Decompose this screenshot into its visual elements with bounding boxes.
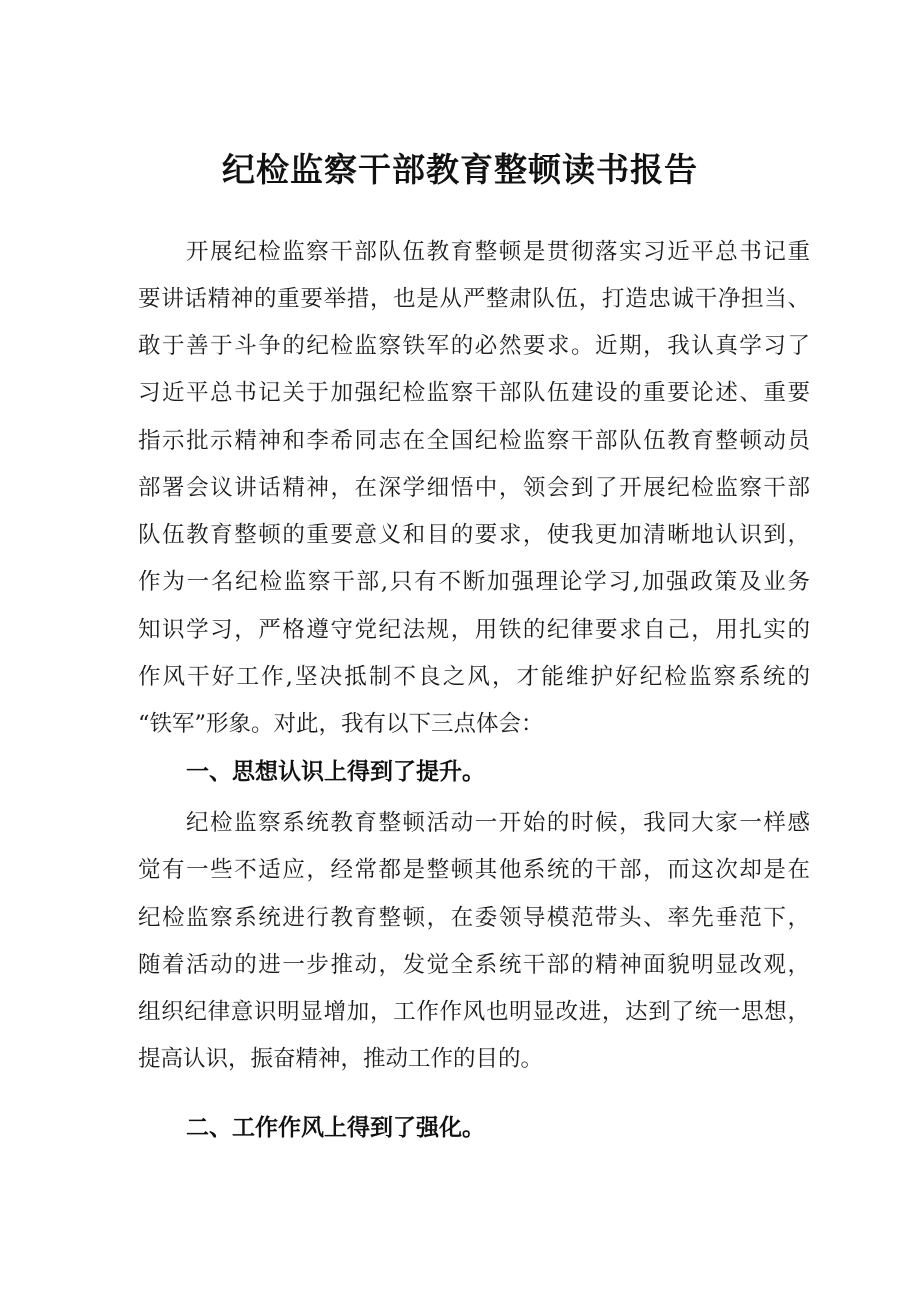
paragraph-2-line: 觉有一些不适应，经常都是整顿其他系统的干部，而这次却是在: [138, 857, 810, 883]
paragraph-1-line: 指示批示精神和李希同志在全国纪检监察干部队伍教育整顿动员: [138, 428, 810, 454]
paragraph-2-line: 提高认识，振奋精神，推动工作的目的。: [138, 1046, 544, 1072]
paragraph-1-line: 队伍教育整顿的重要意义和目的要求，使我更加清晰地认识到，: [138, 522, 810, 548]
paragraph-1-line: 敢于善于斗争的纪检监察铁军的必然要求。近期，我认真学习了: [138, 333, 810, 359]
paragraph-1-line: 作风干好工作,坚决抵制不良之风，才能维护好纪检监察系统的: [138, 664, 810, 690]
paragraph-2-line: 随着活动的进一步推动，发觉全系统干部的精神面貌明显改观，: [138, 952, 810, 978]
paragraph-2-line: 纪检监察系统进行教育整顿，在委领导模范带头、率先垂范下，: [138, 905, 810, 931]
paragraph-1-line: “铁军”形象。对此，我有以下三点体会：: [138, 711, 544, 737]
section-heading-2: 二、工作作风上得到了强化。: [186, 1115, 485, 1141]
paragraph-1-line: 部署会议讲话精神，在深学细悟中，领会到了开展纪检监察干部: [138, 475, 810, 501]
paragraph-2-line: 纪检监察系统教育整顿活动一开始的时候，我同大家一样感: [186, 810, 810, 836]
paragraph-2-line: 组织纪律意识明显增加，工作作风也明显改进，达到了统一思想，: [138, 999, 810, 1025]
paragraph-1-line: 要讲话精神的重要举措，也是从严整肃队伍，打造忠诚干净担当、: [138, 286, 810, 312]
paragraph-1-line: 习近平总书记关于加强纪检监察干部队伍建设的重要论述、重要: [138, 380, 810, 406]
document-title: 纪检监察干部教育整顿读书报告: [222, 150, 698, 189]
paragraph-1-line: 知识学习，严格遵守党纪法规，用铁的纪律要求自己，用扎实的: [138, 617, 810, 643]
paragraph-1-line: 开展纪检监察干部队伍教育整顿是贯彻落实习近平总书记重: [186, 239, 810, 265]
section-heading-1: 一、思想认识上得到了提升。: [186, 759, 485, 785]
paragraph-1-line: 作为一名纪检监察干部,只有不断加强理论学习,加强政策及业务: [138, 569, 810, 595]
